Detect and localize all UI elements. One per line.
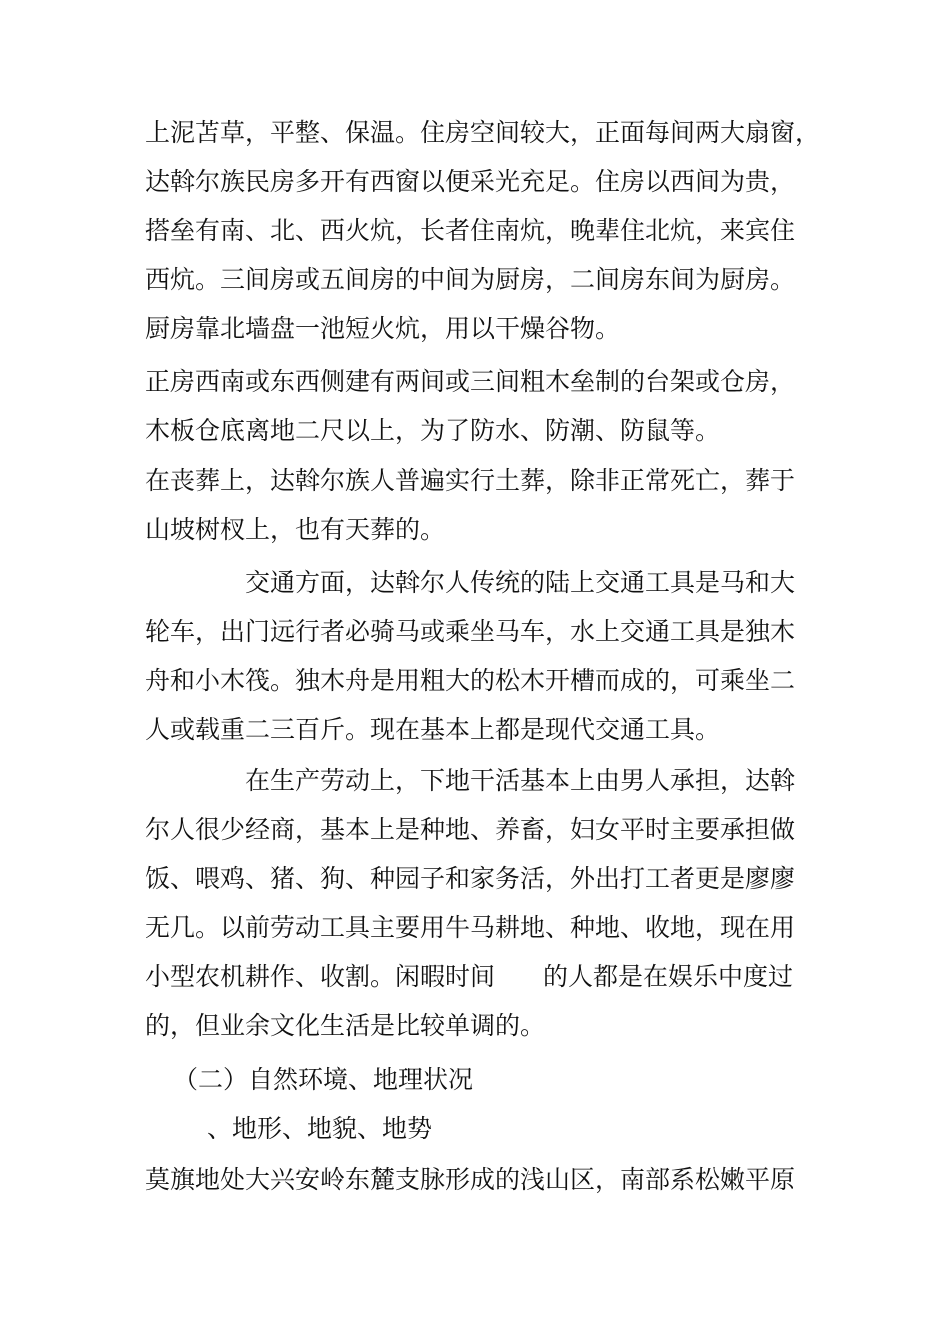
paragraph-line: 木板仓底离地二尺以上，为了防水、防潮、防鼠等。 (145, 416, 721, 445)
paragraph-line: 舟和小木筏。独木舟是用粗大的松木开槽而成的，可乘坐二 (145, 666, 796, 695)
paragraph-line: 交通方面，达斡尔人传统的陆上交通工具是马和大 (245, 568, 796, 597)
line-segment: 小型农机耕作、收割。闲暇时间 (145, 962, 496, 991)
paragraph-line: 厨房靠北墙盘一池短火炕，用以干燥谷物。 (145, 314, 621, 343)
paragraph-line: 达斡尔族民房多开有西窗以便采光充足。住房以西间为贵， (145, 167, 796, 196)
paragraph-line: 莫旗地处大兴安岭东麓支脉形成的浅山区，南部系松嫩平原 (145, 1165, 796, 1194)
paragraph-line: 正房西南或东西侧建有两间或三间粗木垒制的台架或仓房， (145, 367, 796, 396)
paragraph-line: 在生产劳动上，下地干活基本上由男人承担，达斡 (245, 766, 796, 795)
paragraph-line: 无几。以前劳动工具主要用牛马耕地、种地、收地，现在用 (145, 913, 796, 942)
paragraph-line: 上泥苫草，平整、保温。住房空间较大，正面每间两大扇窗， (145, 118, 821, 147)
line-segment: 的人都是在娱乐中度过 (543, 962, 794, 991)
paragraph-line: 在丧葬上，达斡尔族人普遍实行土葬，除非正常死亡，葬于 (145, 466, 796, 495)
paragraph-line: 的，但业余文化生活是比较单调的。 (145, 1011, 546, 1040)
section-heading: （二）自然环境、地理状况 (173, 1065, 474, 1094)
paragraph-line: 人或载重二三百斤。现在基本上都是现代交通工具。 (145, 715, 721, 744)
paragraph-line (145, 962, 825, 992)
subsection-heading: 、地形、地貌、地势 (207, 1114, 433, 1143)
paragraph-line: 西炕。三间房或五间房的中间为厨房，二间房东间为厨房。 (145, 265, 796, 294)
paragraph-line: 轮车，出门远行者必骑马或乘坐马车，水上交通工具是独木 (145, 617, 796, 646)
paragraph-line: 尔人很少经商，基本上是种地、养畜，妇女平时主要承担做 (145, 815, 796, 844)
paragraph-line: 山坡树杈上，也有天葬的。 (145, 515, 446, 544)
paragraph-line: 饭、喂鸡、猪、狗、种园子和家务活，外出打工者更是廖廖 (145, 864, 796, 893)
paragraph-line: 搭垒有南、北、西火炕，长者住南炕，晚辈住北炕，来宾住 (145, 216, 796, 245)
